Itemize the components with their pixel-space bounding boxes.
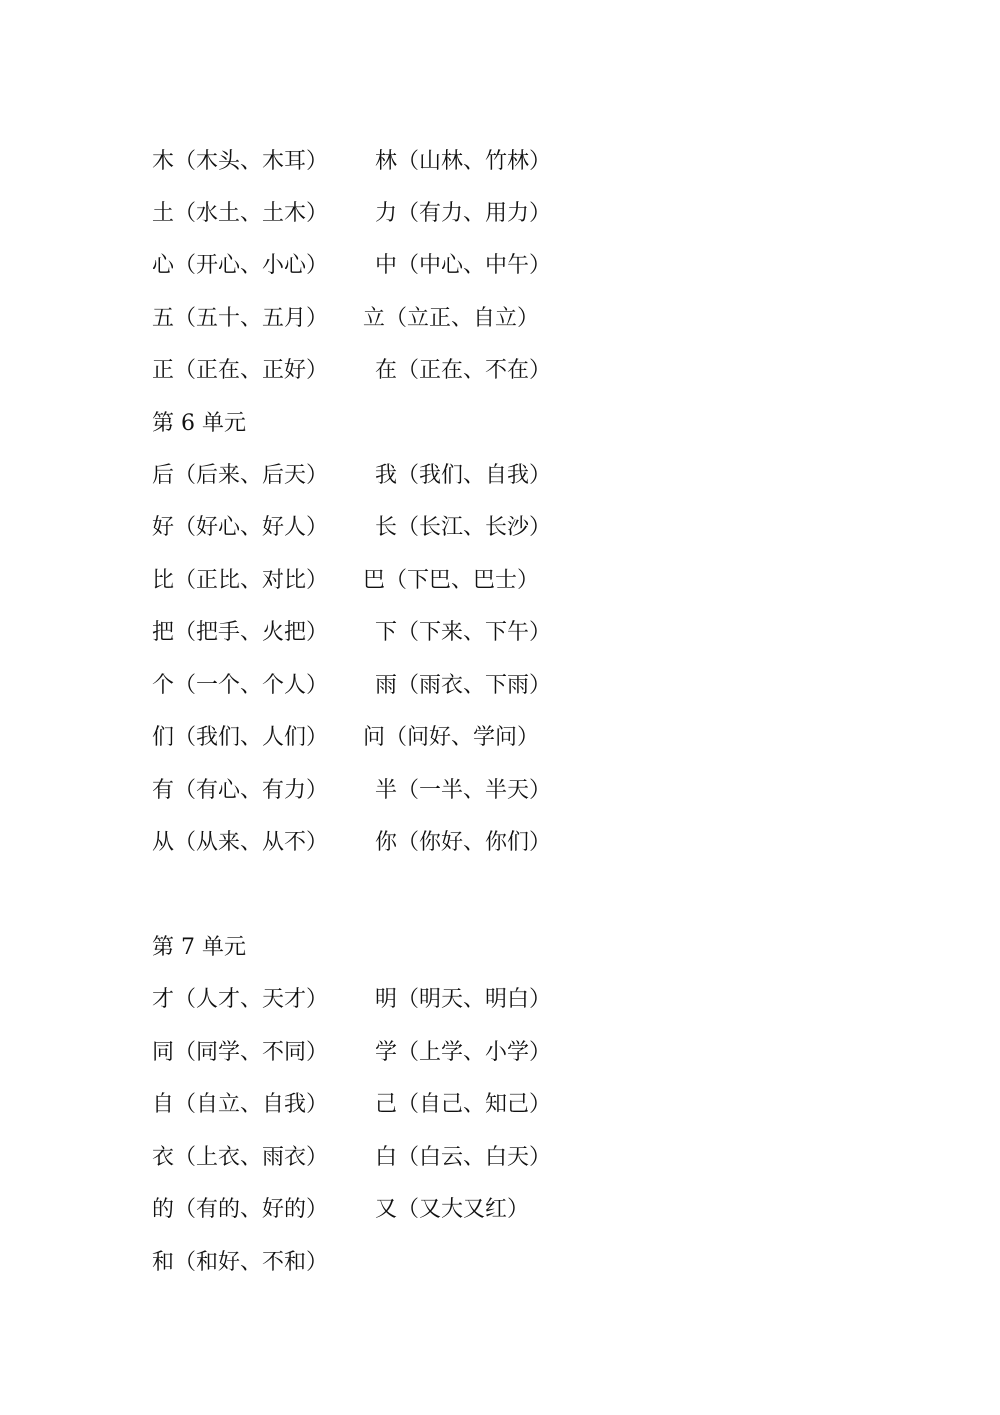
word-entry-right: 下（下来、下午） [375,620,552,645]
word-entry-left: 才（人才、天才） [152,987,329,1012]
word-entry-right: 巴（下巴、巴士） [363,568,540,593]
word-entry-left: 们（我们、人们） [152,725,329,750]
unit-heading: 第 7 单元 [152,935,246,960]
word-entry-right: 你（你好、你们） [375,830,552,855]
word-entry-right: 林（山林、竹林） [375,149,552,174]
word-entry-left: 从（从来、从不） [152,830,329,855]
word-entry-right: 明（明天、明白） [375,987,552,1012]
word-entry-right: 问（问好、学问） [363,725,540,750]
word-entry-right: 又（又大又红） [375,1197,530,1222]
word-entry-left: 比（正比、对比） [152,568,329,593]
word-entry-left: 木（木头、木耳） [152,149,329,174]
word-entry-left: 五（五十、五月） [152,306,329,331]
word-entry-left: 同（同学、不同） [152,1040,329,1065]
word-entry-left: 自（自立、自我） [152,1092,329,1117]
word-entry-left: 土（水土、土木） [152,201,329,226]
word-entry-right: 长（长江、长沙） [375,515,552,540]
word-entry-left: 后（后来、后天） [152,463,329,488]
word-entry-right: 半（一半、半天） [375,778,552,803]
word-entry-right: 学（上学、小学） [375,1040,552,1065]
word-entry-right: 中（中心、中午） [375,253,552,278]
word-entry-left: 正（正在、正好） [152,358,329,383]
word-entry-right: 白（白云、白天） [375,1145,552,1170]
word-entry-right: 雨（雨衣、下雨） [375,673,552,698]
word-entry-right: 己（自己、知己） [375,1092,552,1117]
word-entry-left: 的（有的、好的） [152,1197,329,1222]
word-entry-right: 在（正在、不在） [375,358,552,383]
word-entry-left: 有（有心、有力） [152,778,329,803]
word-entry-right: 立（立正、自立） [363,306,540,331]
word-entry-left: 把（把手、火把） [152,620,329,645]
word-entry-left: 衣（上衣、雨衣） [152,1145,329,1170]
word-entry-right: 我（我们、自我） [375,463,552,488]
unit-heading: 第 6 单元 [152,411,246,436]
word-entry-left: 个（一个、个人） [152,673,329,698]
word-entry-left: 心（开心、小心） [152,253,329,278]
word-entry-right: 力（有力、用力） [375,201,552,226]
word-entry-left: 和（和好、不和） [152,1250,329,1275]
word-entry-left: 好（好心、好人） [152,515,329,540]
